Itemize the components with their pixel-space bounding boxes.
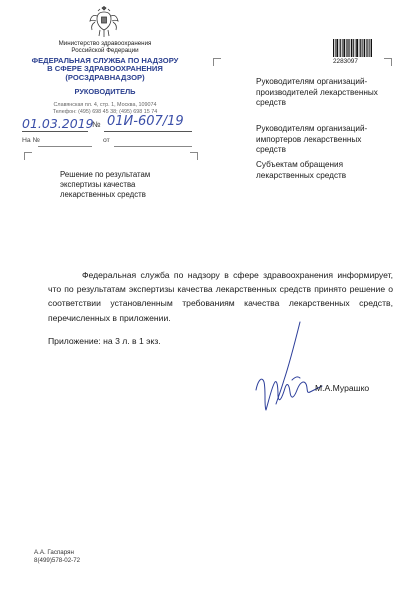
ref-label: На № [22, 137, 40, 144]
date-underline [22, 131, 88, 132]
executor-phone: 8(499)578-02-72 [34, 557, 81, 565]
ref-date-line [114, 146, 192, 147]
number-underline [104, 131, 192, 132]
recipient-corner-mark [213, 58, 221, 66]
ref-number-line [38, 146, 92, 147]
agency-line: (РОСЗДРАВНАДЗОР) [65, 72, 145, 82]
ministry-name [10, 40, 200, 55]
number-prefix: № [92, 120, 101, 129]
ministry-line: Российской Федерации [71, 47, 139, 55]
recipient-importers: Руководителям организаций-импортеров лекарственных средств [256, 124, 368, 155]
barcode [333, 39, 373, 57]
handwritten-signature [248, 320, 328, 415]
recipient-circulation-subjects: Субъектам обращения лекарственных средств [256, 160, 347, 180]
subject-corner-mark [190, 152, 198, 160]
agency-line: В СФЕРЕ ЗДРАВООХРАНЕНИЯ [47, 64, 163, 74]
body-paragraph: Федеральная служба по надзору в сфере здравоохранения информирует, что по результатам экспертизы качества лекарственных средств принято решение о соответствии установленным требованиям качества лекарственных средств, перечисленных в приложении. [48, 270, 393, 323]
recipient-corner-mark [384, 58, 392, 66]
registration-number: 01И-607/19 [107, 114, 184, 129]
ministry-line: Министерство здравоохранения [58, 40, 152, 47]
subject-corner-mark [24, 152, 32, 160]
annex-note: Приложение: на 3 л. в 1 экз. [48, 336, 161, 346]
registration-date: 01.03.2019 [22, 116, 94, 131]
executor-name: А.А. Гаспарян [34, 549, 74, 556]
recipient-manufacturers: Руководителям организаций-производителей лекарственных средств [256, 77, 378, 108]
barcode-number: 2283097 [333, 58, 358, 65]
agency-line: ФЕДЕРАЛЬНАЯ СЛУЖБА ПО НАДЗОРУ [31, 56, 179, 65]
signatory-name: М.А.Мурашко [315, 383, 370, 393]
subject-line: Решение по результатам экспертизы качества лекарственных средств [60, 170, 151, 199]
executor-block [34, 549, 80, 565]
address-line: Телефон: (495) 698 45 38; (495) 698 15 74 [52, 108, 158, 115]
address-line: Славянская пл. 4, стр. 1, Москва, 109074 [53, 102, 157, 108]
role-title: РУКОВОДИТЕЛЬ [74, 87, 136, 96]
agency-name [10, 57, 200, 82]
from-label: от [103, 137, 110, 144]
double-headed-eagle-icon [89, 6, 119, 38]
